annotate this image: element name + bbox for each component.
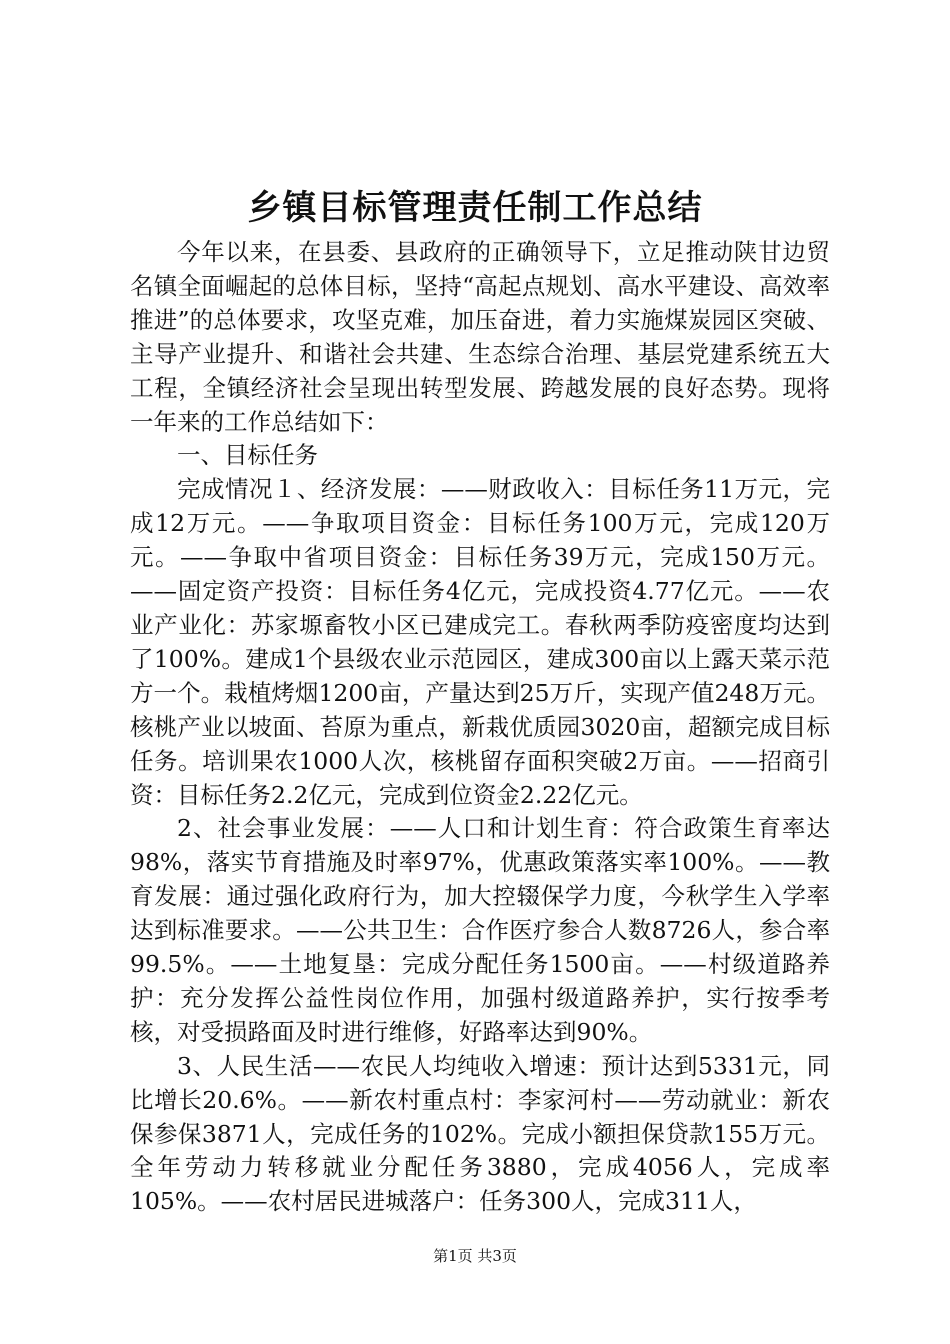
document-title: 乡镇目标管理责任制工作总结	[247, 188, 703, 228]
paragraph-economic-development: 完成情况１、经济发展：——财政收入：目标任务11万元，完成12万元。——争取项目资金：目标任务100万元，完成120万元。——争取中省项目资金：目标任务39万元，完成150万元。——固定资产投资：目标任务4亿元，完成投资4.77亿元。——农业产业化：苏家塬畜牧小区已建成完工。春秋两季防疫密度均达到了100%。建成1个县级农业示范园区，建成300亩以上露天菜示范方一个。栽植烤烟1200亩，产量达到25万斤，实现产值248万元。核桃产业以坡面、苔原为重点，新栽优质园3020亩，超额完成目标任务。培训果农1000人次，核桃留存面积突破2万亩。——招商引资：目标任务2.2亿元，完成到位资金2.22亿元。	[130, 475, 830, 809]
section-heading-targets: 一、目标任务	[177, 441, 318, 470]
document-body	[130, 236, 830, 1219]
paragraph-intro: 今年以来，在县委、县政府的正确领导下，立足推动陕甘边贸名镇全面崛起的总体目标，坚持“高起点规划、高水平建设、高效率推进”的总体要求，攻坚克难，加压奋进，着力实施煤炭园区突破、主导产业提升、和谐社会共建、生态综合治理、基层党建系统五大工程，全镇经济社会呈现出转型发展、跨越发展的良好态势。现将一年来的工作总结如下：	[130, 238, 830, 436]
page-footer: 第1页 共3页	[433, 1247, 517, 1265]
paragraph-social-development: 2、社会事业发展：——人口和计划生育：符合政策生育率达98%，落实节育措施及时率97%，优惠政策落实率100%。——教育发展：通过强化政府行为，加大控辍保学力度，今秋学生入学率达到标准要求。——公共卫生：合作医疗参合人数8726人，参合率99.5%。——土地复垦：完成分配任务1500亩。——村级道路养护：充分发挥公益性岗位作用，加强村级道路养护，实行按季考核，对受损路面及时进行维修，好路率达到90%。	[130, 814, 830, 1046]
paragraph-people-livelihood: 3、人民生活——农民人均纯收入增速：预计达到5331元，同比增长20.6%。——新农村重点村：李家河村——劳动就业：新农保参保3871人，完成任务的102%。完成小额担保贷款155万元。全年劳动力转移就业分配任务3880，完成4056人，完成率105%。——农村居民进城落户：任务300人，完成311人，	[130, 1051, 830, 1216]
